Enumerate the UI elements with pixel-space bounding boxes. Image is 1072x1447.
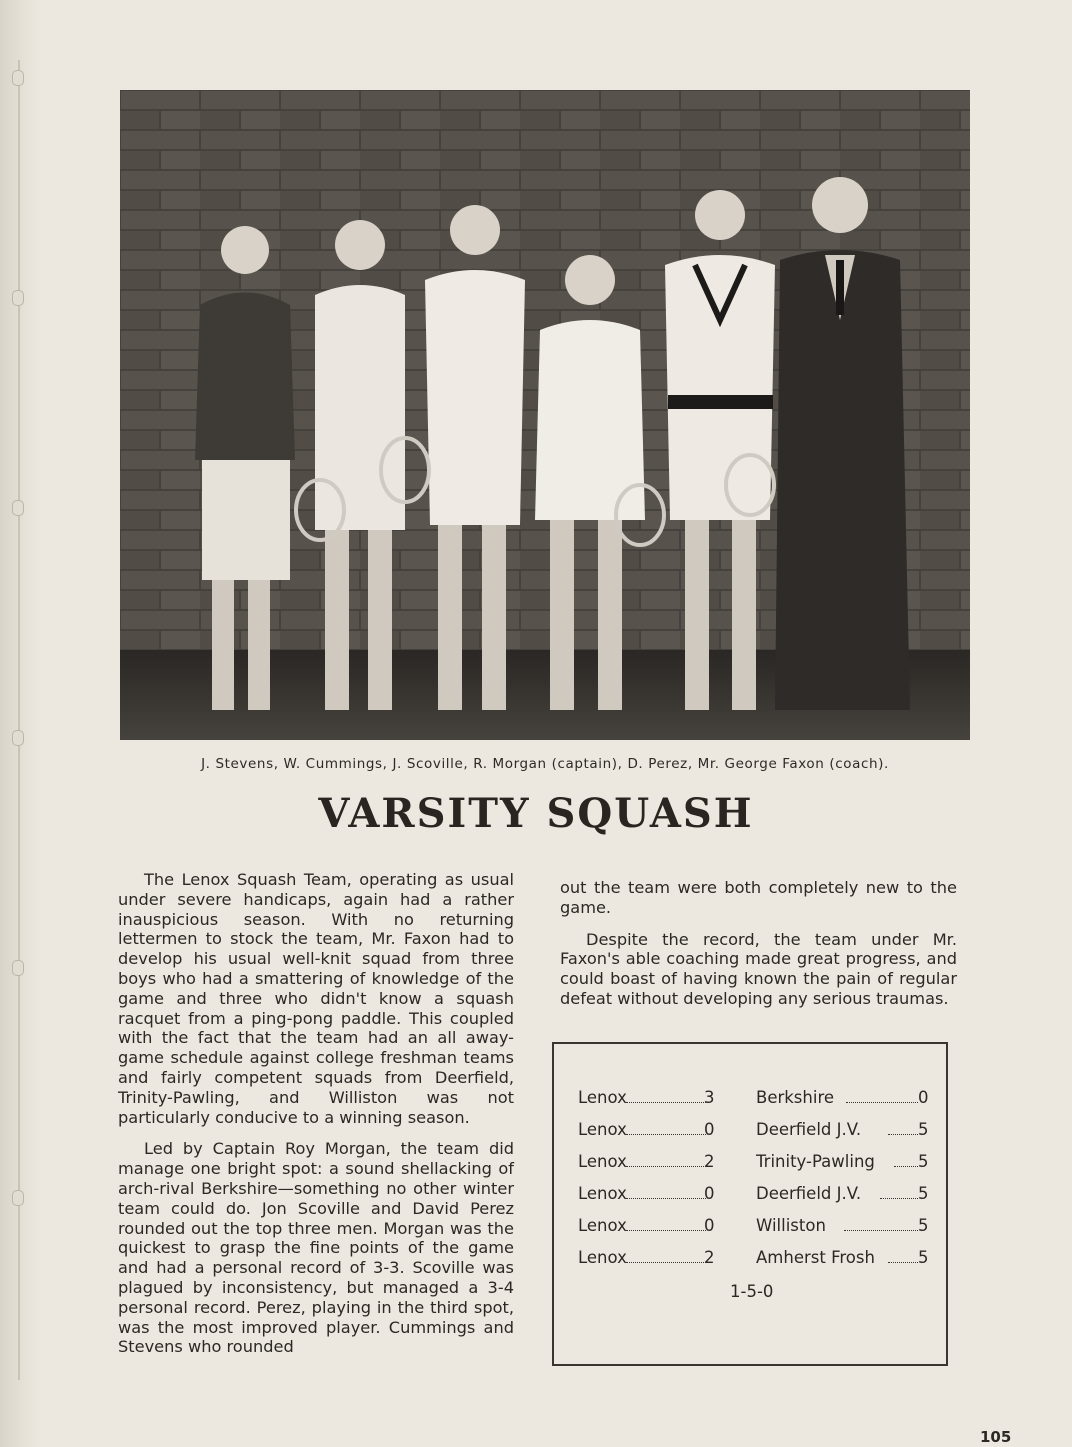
page-binding xyxy=(0,0,40,1447)
home-team: Lenox xyxy=(578,1184,627,1203)
article-paragraph: out the team were both completely new to the game. xyxy=(560,878,957,917)
home-team: Lenox xyxy=(578,1088,627,1107)
home-score: 0 xyxy=(704,1216,715,1235)
binding-thread-icon xyxy=(12,290,24,306)
home-team: Lenox xyxy=(578,1216,627,1235)
binding-thread-icon xyxy=(12,70,24,86)
score-row xyxy=(578,1152,928,1174)
opponent-team: Berkshire xyxy=(756,1088,835,1107)
opponent-team: Deerfield J.V. xyxy=(756,1120,862,1139)
article-paragraph: Despite the record, the team under Mr. Faxon's able coaching made great progress, and could boast of having known the pain of regular defeat without developing any serious traumas. xyxy=(560,929,957,1008)
home-team: Lenox xyxy=(578,1248,627,1267)
article-paragraph: Led by Captain Roy Morgan, the team did manage one bright spot: a sound shellacking of arch-rival Berkshire—something no other winter team could do. Jon Scoville and David Perez rounded out the top three men. Morgan was the quickest to grasp the fine points of the game and had a personal record of 3-3. Scoville was plagued by inconsistency, but managed a 3-4 personal record. Perez, playing in the third spot, was the most improved player. Cummings and Stevens who rounded xyxy=(118,1139,514,1357)
opponent-team: Amherst Frosh xyxy=(756,1248,875,1267)
season-record: 1-5-0 xyxy=(730,1282,774,1301)
home-score: 3 xyxy=(704,1088,715,1107)
opponent-score: 5 xyxy=(918,1120,929,1139)
score-row xyxy=(578,1088,928,1110)
opponent-score: 5 xyxy=(918,1152,929,1171)
opponent-team: Deerfield J.V. xyxy=(756,1184,862,1203)
score-row xyxy=(578,1248,928,1270)
score-row xyxy=(578,1120,928,1142)
home-score: 2 xyxy=(704,1152,715,1171)
opponent-score: 5 xyxy=(918,1248,929,1267)
score-table xyxy=(552,1042,948,1366)
article-paragraph: The Lenox Squash Team, operating as usual under severe handicaps, again had a rather inauspicious season. With no returning lettermen to stock the team, Mr. Faxon had to develop his usual well-knit squad from three boys who had a smattering of knowledge of the game and three who didn't know a squash racquet from a ping-pong paddle. This coupled with the fact that the team had an all away-game schedule against college freshman teams and fairly competent squads from Deerfield, Trinity-Pawling, and Williston was not particularly conducive to a winning season. xyxy=(118,870,514,1127)
home-team: Lenox xyxy=(578,1120,627,1139)
home-score: 0 xyxy=(704,1120,715,1139)
page-title: VARSITY SQUASH xyxy=(318,790,754,837)
home-score: 0 xyxy=(704,1184,715,1203)
team-photo-icon xyxy=(120,90,970,740)
page-number: 105 xyxy=(980,1428,1012,1446)
opponent-score: 5 xyxy=(918,1184,929,1203)
binding-thread-icon xyxy=(12,500,24,516)
opponent-score: 5 xyxy=(918,1216,929,1235)
coach-faxon xyxy=(775,177,910,710)
opponent-team: Trinity-Pawling xyxy=(756,1152,875,1171)
score-row xyxy=(578,1184,928,1206)
binding-thread-icon xyxy=(12,1190,24,1206)
article-right-column xyxy=(560,878,957,1021)
photo-caption: J. Stevens, W. Cummings, J. Scoville, R. Morgan (captain), D. Perez, Mr. George Faxon (coach). xyxy=(201,756,889,772)
opponent-team: Williston xyxy=(756,1216,826,1235)
binding-line xyxy=(18,60,20,1380)
binding-thread-icon xyxy=(12,730,24,746)
binding-thread-icon xyxy=(12,960,24,976)
score-row xyxy=(578,1216,928,1238)
home-team: Lenox xyxy=(578,1152,627,1171)
opponent-score: 0 xyxy=(918,1088,929,1107)
article-left-column xyxy=(118,870,514,1369)
team-photo xyxy=(120,90,970,740)
home-score: 2 xyxy=(704,1248,715,1267)
